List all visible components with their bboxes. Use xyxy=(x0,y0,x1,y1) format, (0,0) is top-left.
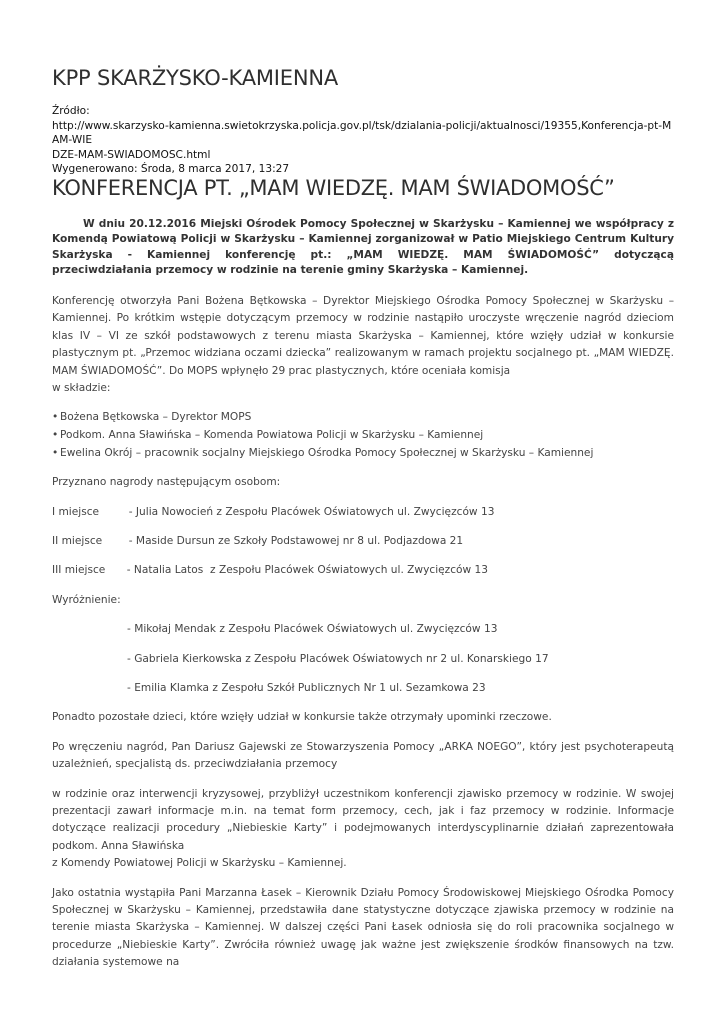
paragraph-opening: Konferencję otworzyła Pani Bożena Bętkowska – Dyrektor Miejskiego Ośrodka Pomocy Społecznej w Skarżysku – Kamiennej. Po krótkim wstępie dotyczącym przemocy w rodzinie nastąpiło uroczyste wręczenie nagród dzieciom klas IV – VI ze szkół podstawowych z terenu miasta Skarżyska – Kamiennej, które wzięły udział w konkursie plastycznym pt. „Przemoc widziana oczami dziecka” realizowanym w ramach projektu socjalnego pt. „MAM WIEDZĘ. MAM ŚWIADOMOŚĆ”. Do MOPS wpłynęło 29 prac plastycznych, które oceniała komisja xyxy=(52,295,674,377)
source-url-line2: DZE-MAM-SWIADOMOSC.html xyxy=(52,148,211,161)
list-item: • Ewelina Okrój – pracownik socjalny Miejskiego Ośrodka Pomocy Społecznej w Skarżysku – Kamiennej xyxy=(52,445,674,463)
award-row xyxy=(52,562,674,579)
article-title: KONFERENCJA PT. „MAM WIEDZĘ. MAM ŚWIADOMOŚĆ” xyxy=(52,176,615,200)
committee-list xyxy=(52,409,674,462)
award-place: II miejsce xyxy=(52,535,103,548)
list-item: • Bożena Bętkowska – Dyrektor MOPS xyxy=(52,409,674,427)
source-meta xyxy=(52,104,674,177)
award-place: I miejsce xyxy=(52,505,100,518)
list-item: • Podkom. Anna Sławińska – Komenda Powiatowa Policji w Skarżysku – Kamiennej xyxy=(52,427,674,445)
paragraph-opening-tail: w składzie: xyxy=(52,382,111,395)
distinction-row: - Gabriela Kierkowska z Zespołu Placówek Oświatowych nr 2 ul. Konarskiego 17 xyxy=(127,652,549,665)
award-place: III miejsce xyxy=(52,564,106,577)
award-winner: - Julia Nowocień z Zespołu Placówek Oświatowych ul. Zwycięzców 13 xyxy=(122,505,495,518)
source-url-line1: http://www.skarzysko-kamienna.swietokrzyska.policja.gov.pl/tsk/dzialania-policji/aktualnosci/19355,Konferencja-pt-MAM-WIE xyxy=(52,119,672,147)
generated-date: Wygenerowano: Środa, 8 marca 2017, 13:27 xyxy=(52,163,290,176)
award-row xyxy=(52,504,674,521)
bullet-icon: • xyxy=(52,446,59,459)
distinction-label: Wyróżnienie: xyxy=(52,593,121,606)
article-lead: W dniu 20.12.2016 Miejski Ośrodek Pomocy Społecznej w Skarżysku – Kamiennej we współpracy z Komendą Powiatową Policji w Skarżysku – Kamiennej zorganizował w Patio Miejskiego Centrum Kultury Skarżyska - Kamiennej konferencję pt.: „MAM WIEDZĘ. MAM ŚWIADOMOŚĆ” dotyczącą przeciwdziałania przemocy w rodzinie na terenie gminy Skarżyska – Kamiennej. xyxy=(52,218,674,277)
award-winner: - Natalia Latos z Zespołu Placówek Oświatowych ul. Zwycięzców 13 xyxy=(120,564,489,577)
bullet-icon: • xyxy=(52,429,59,442)
source-label: Źródło: xyxy=(52,105,90,117)
bullet-icon: • xyxy=(52,411,59,424)
paragraph-family: w rodzinie oraz interwencji kryzysowej, przybliżył uczestnikom konferencji zjawisko przemocy w rodzinie. W swojej prezentacji zawarł informacje m.in. na temat form przemocy, cech, jak i faz przemocy w rodzinie. Informacje dotyczące realizacji procedury „Niebieskie Karty” i podejmowanych interdyscyplinarnie działań zaprezentowała podkom. Anna Sławińska xyxy=(52,787,674,852)
distinction-row: - Emilia Klamka z Zespołu Szkół Publicznych Nr 1 ul. Sezamkowa 23 xyxy=(127,682,486,695)
paragraph-family-tail: z Komendy Powiatowej Policji w Skarżysku – Kamiennej. xyxy=(52,857,347,870)
awards-intro: Przyznano nagrody następującym osobom: xyxy=(52,476,281,489)
paragraph-gifts: Ponadto pozostałe dzieci, które wzięły udział w konkursie także otrzymały upominki rzeczowe. xyxy=(52,711,552,724)
paragraph-lasek: Jako ostatnia wystąpiła Pani Marzanna Łasek – Kierownik Działu Pomocy Środowiskowej Miejskiego Ośrodka Pomocy Społecznej w Skarżysku – Kamiennej, przedstawiła dane statystyczne dotyczące zjawiska przemocy w rodzinie na terenie miasta Skarżyska – Kamiennej. W dalszej części Pani Łasek odniosła się do roli pracownika socjalnego w procedurze „Niebieskie Karty”. Zwróciła również uwagę jak ważne jest zwiększenie środków finansowych na tzw. działania systemowe na xyxy=(52,886,674,969)
distinction-row: - Mikołaj Mendak z Zespołu Placówek Oświatowych ul. Zwycięzców 13 xyxy=(127,623,498,636)
paragraph-gajewski: Po wręczeniu nagród, Pan Dariusz Gajewski ze Stowarzyszenia Pomocy „ARKA NOEGO”, który jest psychoterapeutą uzależnień, specjalistą ds. przeciwdziałania przemocy xyxy=(52,740,674,771)
award-row xyxy=(52,533,674,550)
award-winner: - Maside Dursun ze Szkoły Podstawowej nr 8 ul. Podjazdowa 21 xyxy=(122,535,464,548)
article-body xyxy=(52,293,674,984)
site-title: KPP SKARŻYSKO-KAMIENNA xyxy=(52,66,339,90)
